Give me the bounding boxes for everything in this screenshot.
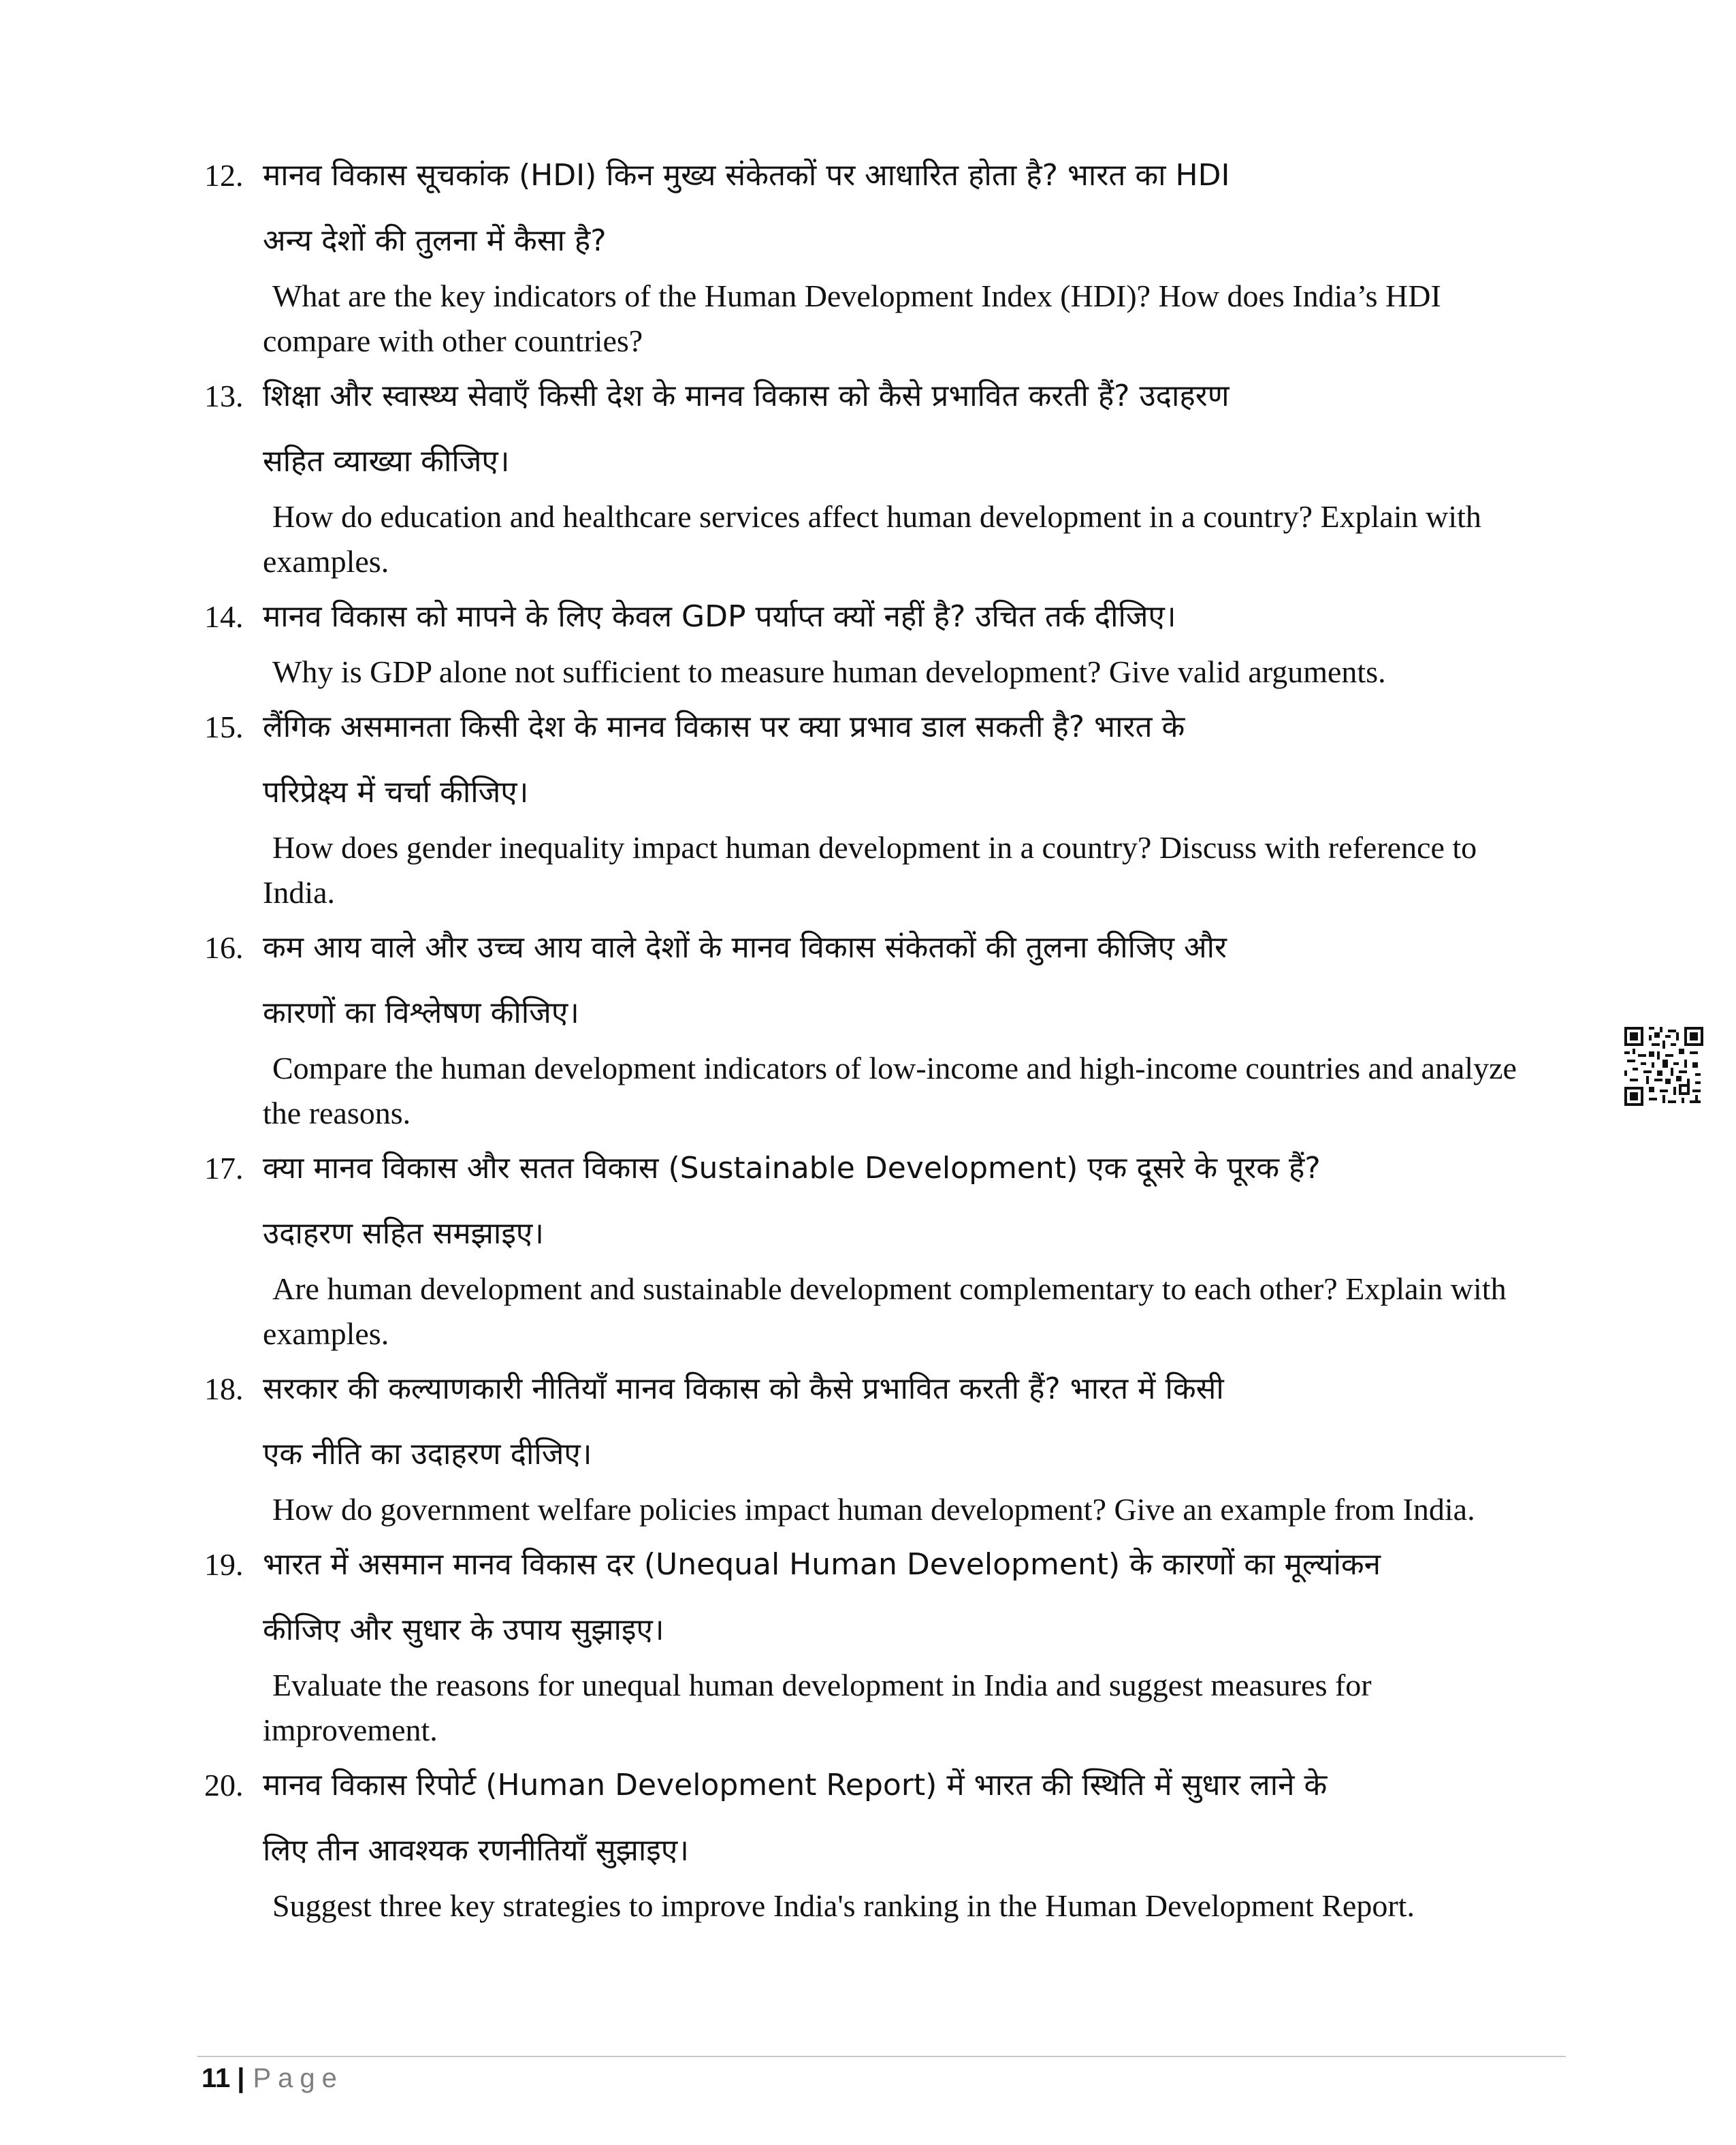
- question-item: [197, 915, 1573, 1136]
- question-english: Suggest three key strategies to improve India's ranking in the Human Development Report.: [272, 1888, 1415, 1923]
- question-hindi-line: 18. सरकार की कल्याणकारी नीतियाँ मानव विकास को कैसे प्रभावित करती हैं? भारत में किसी: [197, 1356, 1573, 1422]
- question-hindi-line: कीजिए और सुधार के उपाय सुझाइए।: [263, 1612, 664, 1647]
- question-hindi-line: 16. कम आय वाले और उच्च आय वाले देशों के मानव विकास संकेतकों की तुलना कीजिए और: [197, 915, 1573, 981]
- question-item: [197, 364, 1573, 584]
- page-label: Page: [253, 2063, 344, 2093]
- question-hindi-line: अन्य देशों की तुलना में कैसा है?: [263, 223, 607, 258]
- question-number: 12.: [204, 158, 244, 193]
- question-hindi-line: 15. लैंगिक असमानता किसी देश के मानव विकास पर क्या प्रभाव डाल सकती है? भारत के: [197, 695, 1573, 760]
- question-hindi-line: लिए तीन आवश्यक रणनीतियाँ सुझाइए।: [263, 1833, 689, 1868]
- question-number: 13.: [204, 379, 244, 413]
- question-item: [197, 143, 1573, 364]
- question-hindi-line: कारणों का विश्लेषण कीजिए।: [263, 996, 579, 1030]
- page-number: 11: [202, 2063, 231, 2093]
- question-number: 20.: [204, 1768, 244, 1802]
- question-english: How do education and healthcare services affect human development in a country? Explain with examples.: [263, 499, 1481, 579]
- question-hindi-line: सहित व्याख्या कीजिए।: [263, 444, 510, 479]
- question-item: [197, 1136, 1573, 1356]
- question-english: Evaluate the reasons for unequal human development in India and suggest measures for improvement.: [263, 1668, 1372, 1747]
- question-item: [197, 1753, 1573, 1928]
- question-item: [197, 1356, 1573, 1532]
- question-number: 19.: [204, 1547, 244, 1582]
- page-footer: [202, 2058, 344, 2099]
- question-number: 14.: [204, 599, 244, 634]
- question-hindi-line: 19. भारत में असमान मानव विकास दर (Unequal Human Development) के कारणों का मूल्यांकन: [197, 1532, 1573, 1598]
- question-hindi-line: उदाहरण सहित समझाइए।: [263, 1216, 544, 1251]
- question-list: [197, 143, 1573, 1928]
- question-hindi-line: 14. मानव विकास को मापने के लिए केवल GDP पर्याप्त क्यों नहीं है? उचित तर्क दीजिए।: [197, 584, 1573, 650]
- question-english: Are human development and sustainable development complementary to each other? Explain with examples.: [263, 1271, 1507, 1351]
- question-english: Compare the human development indicators of low-income and high-income countries and analyze the reasons.: [263, 1051, 1517, 1130]
- question-number: 16.: [204, 930, 244, 965]
- question-item: [197, 1532, 1573, 1753]
- question-number: 18.: [204, 1371, 244, 1406]
- question-hindi-line: 13. शिक्षा और स्वास्थ्य सेवाएँ किसी देश के मानव विकास को कैसे प्रभावित करती हैं? उदाहरण: [197, 364, 1573, 429]
- question-english: How do government welfare policies impact human development? Give an example from India.: [272, 1492, 1475, 1527]
- question-number: 15.: [204, 710, 244, 744]
- question-hindi-line: 17. क्या मानव विकास और सतत विकास (Sustainable Development) एक दूसरे के पूरक हैं?: [197, 1136, 1573, 1201]
- question-english: What are the key indicators of the Human Development Index (HDI)? How does India’s HDI compare with other countries?: [263, 279, 1441, 358]
- footer-separator: |: [237, 2063, 245, 2093]
- question-hindi-line: 20. मानव विकास रिपोर्ट (Human Development Report) में भारत की स्थिति में सुधार लाने के: [197, 1753, 1573, 1818]
- question-number: 17.: [204, 1151, 244, 1186]
- question-english: How does gender inequality impact human development in a country? Discuss with reference to India.: [263, 830, 1477, 910]
- question-hindi-line: परिप्रेक्ष्य में चर्चा कीजिए।: [263, 775, 529, 810]
- question-hindi-line: एक नीति का उदाहरण दीजिए।: [263, 1437, 592, 1472]
- qr-code-icon[interactable]: [1624, 1027, 1703, 1106]
- question-english: Why is GDP alone not sufficient to measure human development? Give valid arguments.: [272, 654, 1386, 689]
- question-item: [197, 695, 1573, 915]
- question-item: [197, 584, 1573, 695]
- question-hindi-line: 12. मानव विकास सूचकांक (HDI) किन मुख्य संकेतकों पर आधारित होता है? भारत का HDI: [197, 143, 1573, 208]
- footer-divider: [197, 2056, 1566, 2057]
